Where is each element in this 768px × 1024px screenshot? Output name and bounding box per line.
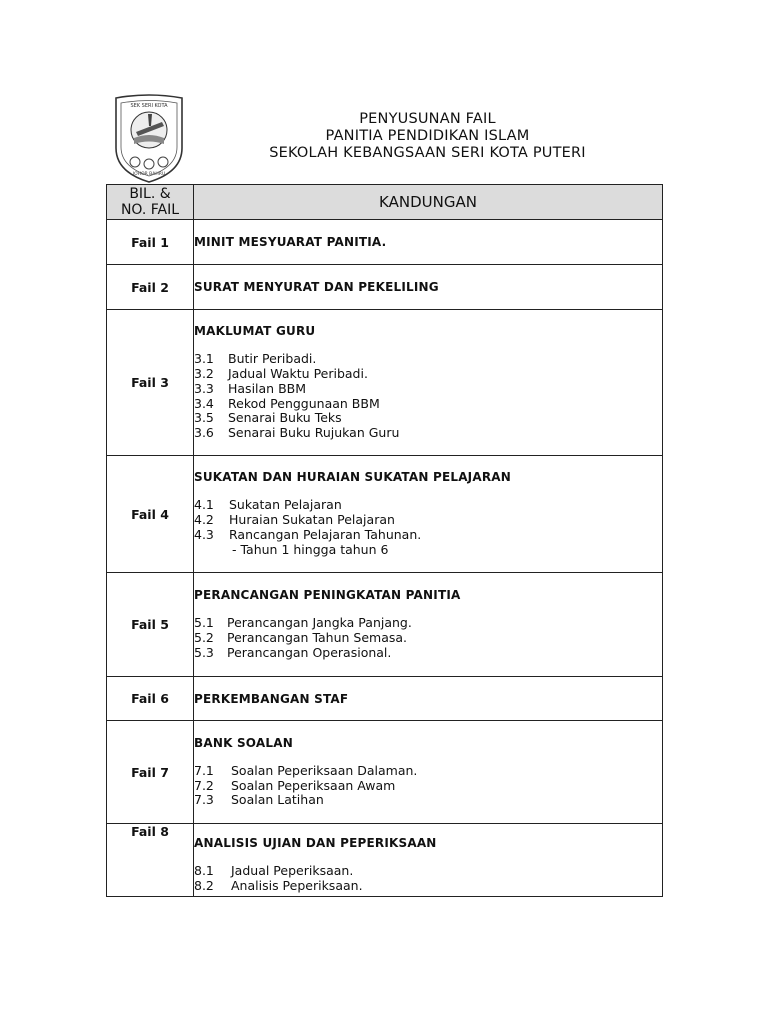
file-heading: PERANCANGAN PENINGKATAN PANITIA [194,588,461,603]
table-row [107,677,663,721]
list-item: 8.1 Jadual Peperiksaan. [194,863,354,878]
table-row [107,721,663,824]
title-line-3: SEKOLAH KEBANGSAAN SERI KOTA PUTERI [269,145,586,161]
file-number: Fail 8 [107,824,194,897]
list-item: 7.2 Soalan Peperiksaan Awam [194,777,396,793]
list-item: 4.2 Huraian Sukatan Pelajaran [194,512,395,528]
file-number: Fail 5 [107,573,194,677]
file-number: Fail 1 [107,220,194,265]
list-item: 3.6 Senarai Buku Rujukan Guru [194,425,400,441]
title-line-1: PENYUSUNAN FAIL [359,111,496,127]
file-number: Fail 4 [107,456,194,573]
file-heading: PERKEMBANGAN STAF [194,691,349,706]
file-number: Fail 6 [107,677,194,721]
header-kandungan: KANDUNGAN [194,185,663,220]
list-item: 7.1 Soalan Peperiksaan Dalaman. [194,762,418,778]
document-title [220,111,635,162]
list-item: 4.1 Sukatan Pelajaran [194,497,342,513]
list-item: 7.3 Soalan Latihan [194,792,324,808]
file-heading: ANALISIS UJIAN DAN PEPERIKSAAN [194,836,437,850]
file-contents-table [106,184,663,897]
header-no-fail-label: NO. FAIL [120,202,180,218]
school-crest-logo [110,92,188,184]
file-number: Fail 2 [107,265,194,310]
list-item: 8.2 Analisis Peperiksaan. [194,877,363,893]
list-item: 5.2 Perancangan Tahun Semasa. [194,630,408,646]
file-heading: MINIT MESYUARAT PANITIA. [194,235,387,249]
file-heading: SURAT MENYURAT DAN PEKELILING [194,280,439,294]
header-bil-label: BIL. & [129,186,171,202]
table-header-row [107,185,663,220]
logo-text-top: SEK SERI KOTA [130,103,168,109]
file-content [194,677,663,721]
file-item-list [194,616,662,660]
file-number: Fail 3 [107,310,194,456]
list-item: 5.1 Perancangan Jangka Panjang. [194,615,412,631]
file-content [194,265,663,310]
logo-text-bottom: JOHOR BAHRU [132,172,166,177]
file-item-list [194,498,662,557]
file-content [194,220,663,265]
list-item: 5.3 Perancangan Operasional. [194,644,392,660]
list-item: - Tahun 1 hingga tahun 6 [232,541,389,557]
table-row [107,824,663,897]
file-item-list [194,764,662,808]
list-item: 3.1 Butir Peribadi. [194,351,317,367]
file-content [194,573,663,677]
table-row [107,573,663,677]
table-row [107,265,663,310]
file-number: Fail 7 [107,721,194,824]
file-heading: BANK SOALAN [194,735,293,750]
title-line-2: PANITIA PENDIDIKAN ISLAM [325,128,530,144]
list-item: 3.4 Rekod Penggunaan BBM [194,395,380,411]
list-item: 4.3 Rancangan Pelajaran Tahunan. [194,527,422,542]
list-item: 3.2 Jadual Waktu Peribadi. [194,365,368,381]
list-item: 3.3 Hasilan BBM [194,380,307,396]
table-row [107,220,663,265]
file-item-list [194,352,662,441]
table-row [107,456,663,573]
file-content [194,310,663,456]
file-content [194,721,663,824]
file-content [194,456,663,573]
header-bil-no-fail [107,185,194,220]
table-row [107,310,663,456]
file-heading: SUKATAN DAN HURAIAN SUKATAN PELAJARAN [194,470,512,485]
file-content [194,824,663,897]
file-heading: MAKLUMAT GURU [194,324,316,339]
file-item-list [194,864,662,894]
list-item: 3.5 Senarai Buku Teks [194,410,342,426]
